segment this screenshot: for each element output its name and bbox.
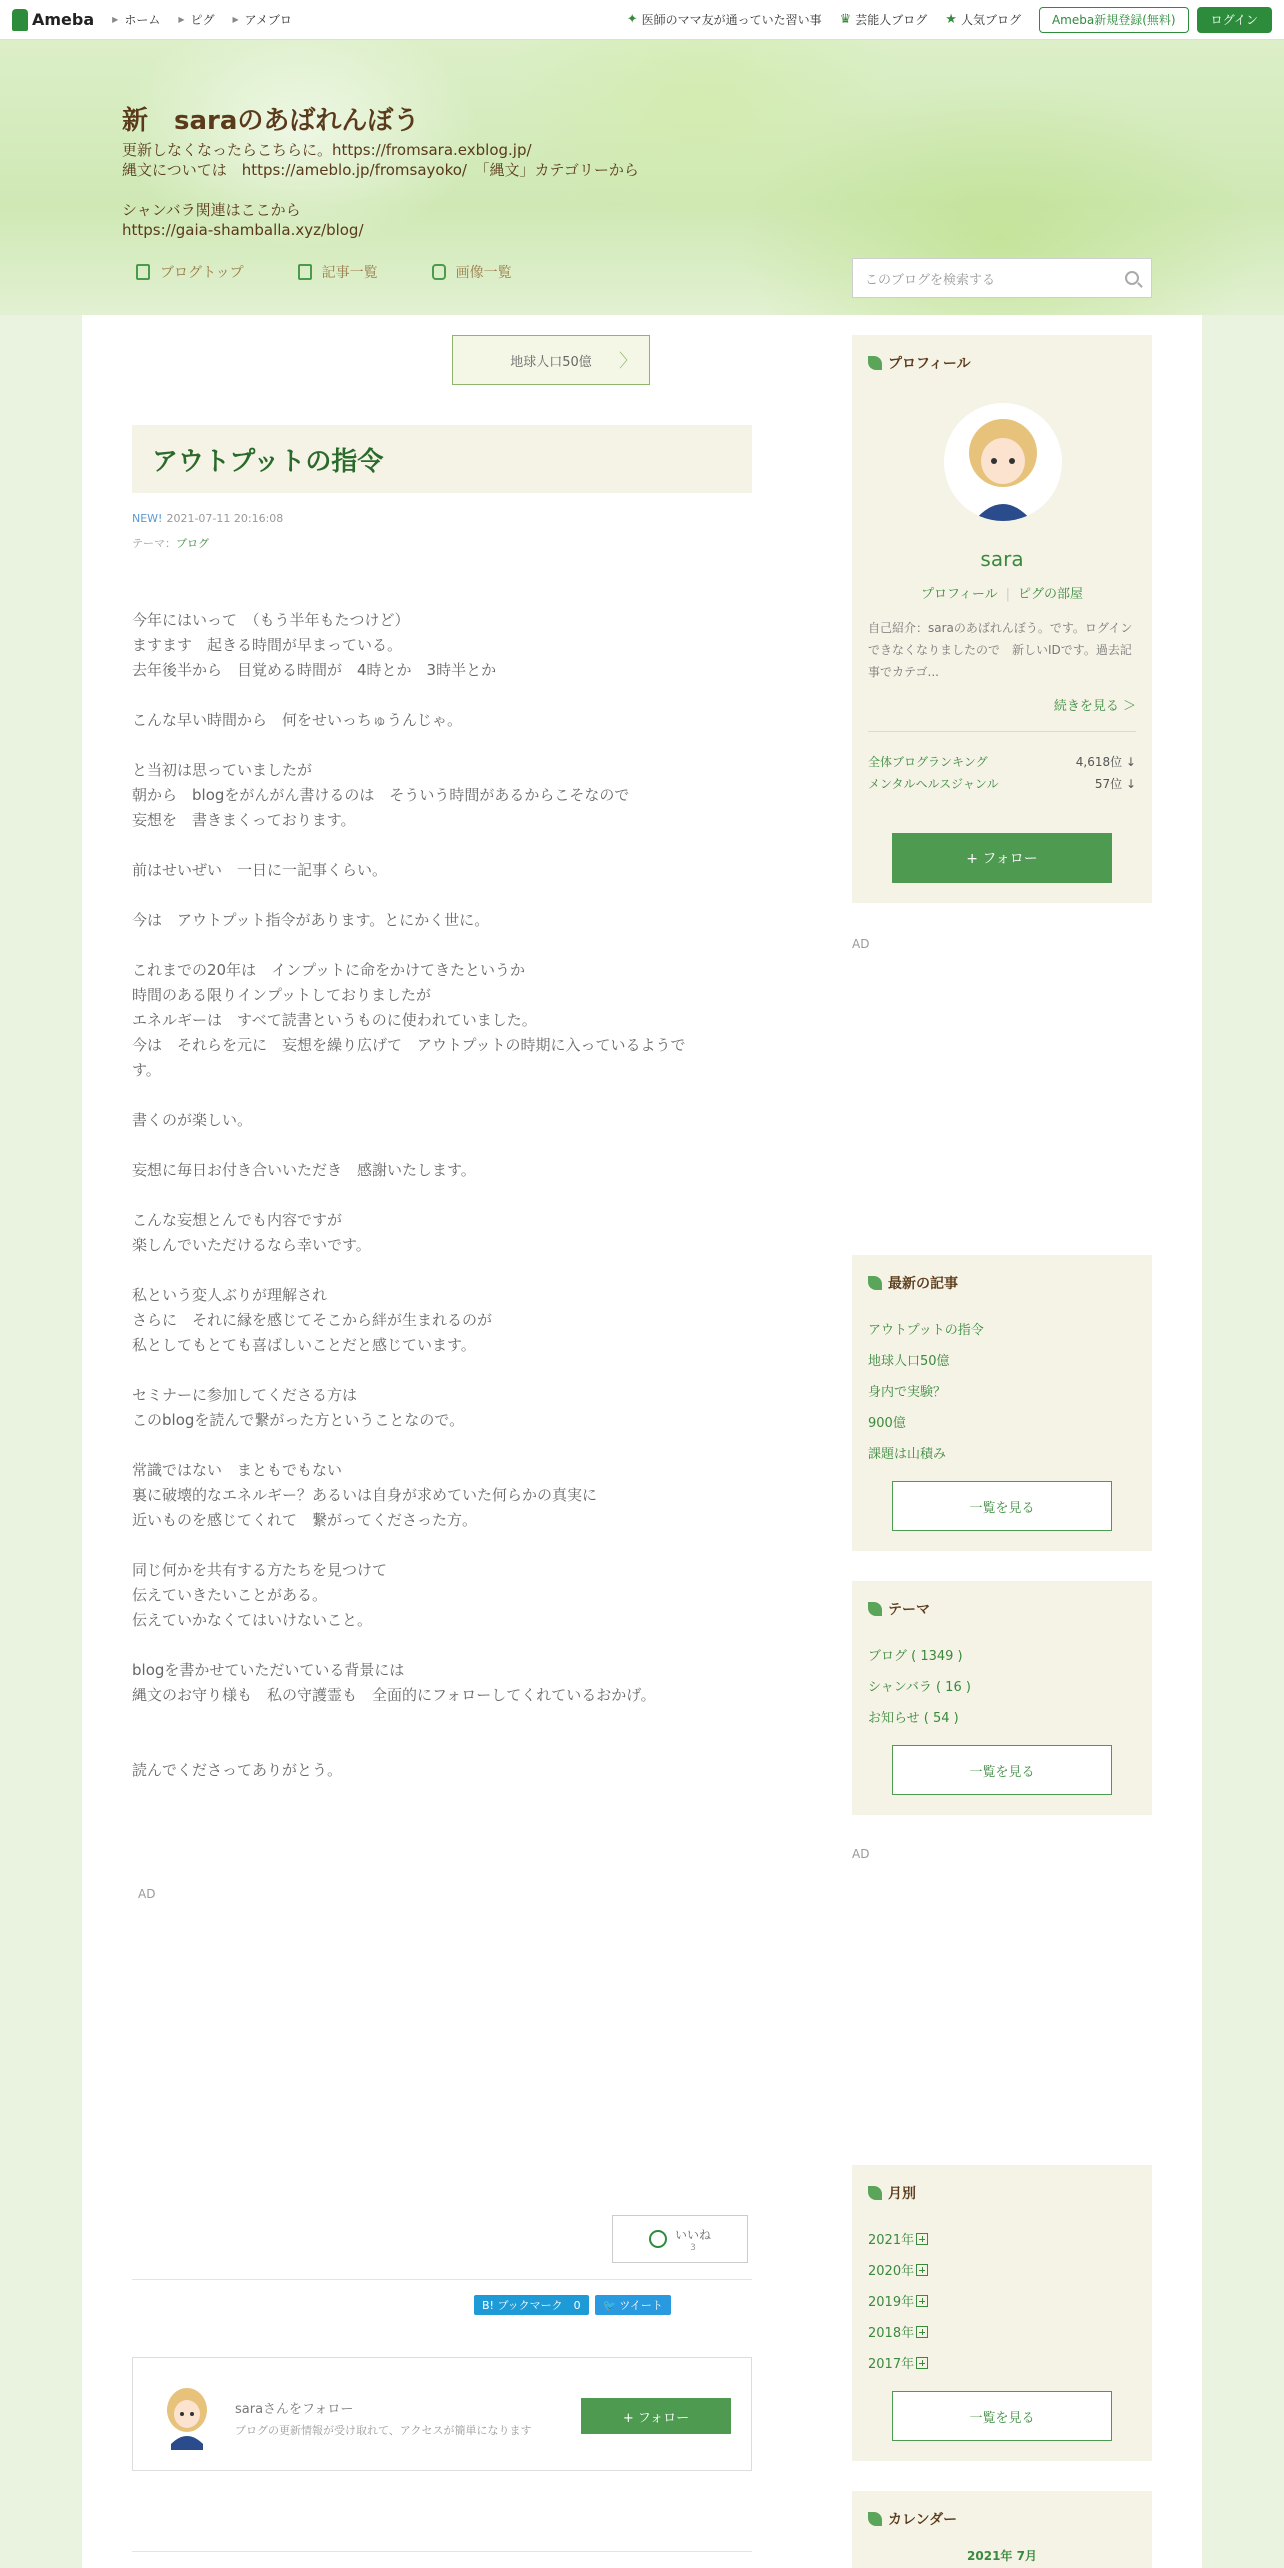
article-line: blogを書かせていただいている背景には bbox=[132, 1661, 405, 1679]
recent-entry-link[interactable]: 身内で実験？ bbox=[868, 1385, 947, 1400]
star-icon: ★ bbox=[945, 12, 957, 27]
divider bbox=[132, 2279, 752, 2280]
article-line: これまでの20年は インプットに命をかけてきたというか bbox=[132, 961, 526, 979]
article-line: 伝えていかなくてはいけないこと。 bbox=[132, 1611, 373, 1629]
article-line bbox=[132, 833, 752, 858]
archive-year-label: 2017年 bbox=[868, 2357, 915, 2372]
recent-entry-link[interactable]: アウトプットの指令 bbox=[868, 1323, 984, 1338]
article-meta bbox=[132, 512, 283, 525]
ad-label: AD bbox=[852, 1847, 870, 1861]
archive-box bbox=[852, 2165, 1152, 2461]
nav-image-list-label: 画像一覧 bbox=[455, 265, 512, 281]
article-line bbox=[132, 1083, 752, 1108]
global-header bbox=[0, 0, 1284, 40]
theme-title-label: テーマ bbox=[888, 1602, 930, 1618]
article-line: 近いものを感じてくれて 繋がってくださった方。 bbox=[132, 1511, 478, 1529]
article-line: 今は アウトプット指令があります。とにかく世に。 bbox=[132, 911, 490, 929]
hatena-bookmark-button[interactable]: B! ブックマーク 0 bbox=[474, 2295, 589, 2315]
leaf-icon bbox=[868, 1276, 882, 1290]
article-line: 妄想に毎日お付き合いいただき 感謝いたします。 bbox=[132, 1161, 476, 1179]
blog-nav bbox=[136, 262, 566, 282]
ranking-label: メンタルヘルスジャンル bbox=[868, 777, 999, 791]
calendar-title bbox=[868, 2509, 957, 2529]
article-line: 読んでくださってありがとう。 bbox=[132, 1761, 343, 1779]
like-label: いいね bbox=[674, 2227, 711, 2242]
theme-link[interactable]: シャンバラ ( 16 ) bbox=[868, 1680, 971, 1695]
theme-link[interactable]: ブログ ( 1349 ) bbox=[868, 1649, 963, 1664]
article-line: 妄想を 書きまくっております。 bbox=[132, 811, 356, 829]
nav-entry-list-label: 記事一覧 bbox=[321, 265, 378, 281]
article-line bbox=[132, 1708, 752, 1733]
nav-home[interactable] bbox=[112, 11, 160, 28]
nav-blog-top-label: ブログトップ bbox=[160, 265, 244, 281]
profile-title-label: プロフィール bbox=[888, 356, 971, 372]
ranking-genre[interactable] bbox=[868, 775, 1136, 792]
calendar-box bbox=[852, 2491, 1152, 2568]
archive-title-label: 月別 bbox=[888, 2186, 916, 2202]
ameba-logo-icon bbox=[12, 9, 28, 31]
article-line: 朝から blogをがんがん書けるのは そういう時間があるからこそなので bbox=[132, 786, 630, 804]
article-line bbox=[132, 1433, 752, 1458]
recent-entry-link[interactable]: 地球人口50億 bbox=[868, 1354, 950, 1369]
article-line bbox=[132, 1533, 752, 1558]
triangle-icon: ▶ bbox=[178, 15, 185, 24]
desc-line: 更新しなくなったらこちらに。https://fromsara.exblog.jp/ bbox=[122, 141, 532, 159]
prev-post-button[interactable] bbox=[452, 335, 650, 385]
profile-links bbox=[852, 583, 1152, 602]
copy-icon bbox=[298, 264, 312, 280]
nav-pig[interactable] bbox=[178, 11, 214, 28]
profile-name[interactable]: sara bbox=[980, 547, 1024, 571]
follow-card bbox=[132, 2357, 752, 2471]
profile-avatar[interactable] bbox=[944, 403, 1062, 521]
share-buttons bbox=[474, 2295, 671, 2315]
calendar-month: 2021年 7月 bbox=[967, 2549, 1037, 2563]
article-line: このblogを読んで繋がった方ということなので。 bbox=[132, 1411, 465, 1429]
expand-icon[interactable] bbox=[916, 2357, 928, 2369]
like-count: 3 bbox=[690, 2242, 696, 2253]
article-line: 私という変人ぶりが理解され bbox=[132, 1286, 328, 1304]
recent-list-all-button[interactable]: 一覧を見る bbox=[892, 1481, 1112, 1531]
twitter-icon: 🐦 bbox=[602, 2298, 617, 2312]
document-icon bbox=[136, 264, 150, 280]
content-area bbox=[82, 315, 1202, 2568]
article-line: 書くのが楽しい。 bbox=[132, 1111, 253, 1129]
pig-room-link[interactable]: ピグの部屋 bbox=[1018, 587, 1084, 602]
article-line: 去年後半から 目覚める時間が 4時とか 3時半とか bbox=[132, 661, 497, 679]
leaf-icon bbox=[868, 2512, 882, 2526]
nav-image-list[interactable] bbox=[432, 262, 512, 282]
ameba-logo[interactable] bbox=[12, 9, 94, 31]
prev-post-label: 地球人口50億 bbox=[510, 354, 592, 370]
article-line bbox=[132, 733, 752, 758]
article-line bbox=[132, 933, 752, 958]
profile-title bbox=[868, 353, 971, 373]
logo-text: Ameba bbox=[32, 10, 95, 29]
sparkle-icon: ✦ bbox=[626, 12, 638, 27]
login-button[interactable]: ログイン bbox=[1197, 7, 1272, 33]
article-date: 2021-07-11 20:16:08 bbox=[166, 512, 284, 525]
article-line: 時間のある限りインプットしておりましたが bbox=[132, 986, 431, 1004]
ad-label: AD bbox=[138, 1887, 156, 1901]
article-line: 伝えていきたいことがある。 bbox=[132, 1586, 328, 1604]
article-line: 裏に破壊的なエネルギー？あるいは自身が求めていた何らかの真実に bbox=[132, 1486, 598, 1504]
article-line bbox=[132, 1258, 752, 1283]
theme-title bbox=[868, 1599, 930, 1619]
sidebar-follow-button[interactable]: + フォロー bbox=[892, 833, 1112, 883]
article-line: と当初は思っていましたが bbox=[132, 761, 313, 779]
ranking-value: 57位 ↓ bbox=[1094, 777, 1136, 791]
archive-title bbox=[868, 2183, 916, 2203]
recent-entry-link[interactable]: 課題は山積み bbox=[868, 1447, 947, 1462]
ad-label: AD bbox=[852, 937, 870, 951]
article-line: 常識ではない まともでもない bbox=[132, 1461, 343, 1479]
divider bbox=[132, 2551, 752, 2552]
expand-icon[interactable] bbox=[916, 2295, 928, 2307]
archive-year[interactable] bbox=[868, 2287, 928, 2318]
follow-description: ブログの更新情報が受け取れて、アクセスが簡単になります bbox=[235, 2424, 532, 2437]
article-theme bbox=[132, 535, 209, 551]
archive-year[interactable] bbox=[868, 2318, 928, 2349]
register-button[interactable]: Ameba新規登録(無料) bbox=[1039, 7, 1189, 33]
profile-link[interactable]: プロフィール bbox=[920, 587, 998, 602]
theme-box bbox=[852, 1581, 1152, 1815]
archive-year[interactable] bbox=[868, 2256, 928, 2287]
article-line bbox=[132, 1133, 752, 1158]
celebrity-blog-link[interactable] bbox=[840, 11, 928, 28]
triangle-icon: ▶ bbox=[112, 15, 119, 24]
celebrity-blog-label: 芸能人ブログ bbox=[855, 13, 928, 27]
article-line: 今年にはいって （もう半年もたつけど） bbox=[132, 611, 410, 629]
nav-home-label: ホーム bbox=[124, 13, 161, 27]
recent-entry-link[interactable]: 900億 bbox=[868, 1416, 906, 1431]
new-badge: NEW! bbox=[132, 512, 163, 525]
theme-link[interactable]: お知らせ ( 54 ) bbox=[868, 1711, 959, 1726]
theme-link[interactable]: ブログ bbox=[176, 537, 209, 550]
article-line: 前はせいぜい 一日に一記事くらい。 bbox=[132, 861, 388, 879]
nav-ameblo-label: アメブロ bbox=[244, 13, 292, 27]
follow-button[interactable]: + フォロー bbox=[581, 2398, 731, 2434]
desc-line bbox=[122, 180, 639, 200]
archive-list-all-button[interactable]: 一覧を見る bbox=[892, 2391, 1112, 2441]
article-line bbox=[132, 1733, 752, 1758]
article-line: 楽しんでいただけるなら幸いです。 bbox=[132, 1236, 371, 1254]
article-line bbox=[132, 883, 752, 908]
article-title[interactable]: アウトプットの指令 bbox=[132, 425, 752, 493]
article-line bbox=[132, 1633, 752, 1658]
popular-blog-link[interactable] bbox=[945, 11, 1021, 28]
archive-year[interactable] bbox=[868, 2225, 928, 2256]
separator: | bbox=[1005, 587, 1011, 602]
ranking-value: 4,618位 ↓ bbox=[1075, 755, 1136, 769]
article-line: す。 bbox=[132, 1061, 161, 1079]
camera-icon bbox=[432, 264, 446, 280]
follow-name: saraさんをフォロー bbox=[235, 2402, 354, 2417]
tweet-label: ツイート bbox=[619, 2299, 663, 2312]
profile-box bbox=[852, 335, 1152, 903]
nav-ameblo[interactable] bbox=[233, 11, 292, 28]
article-line bbox=[132, 683, 752, 708]
theme-label: テーマ： bbox=[132, 537, 176, 550]
expand-icon[interactable] bbox=[916, 2233, 928, 2245]
search-icon[interactable] bbox=[1125, 271, 1139, 285]
nav-blog-top[interactable] bbox=[136, 262, 244, 282]
recent-list bbox=[868, 1315, 984, 1470]
blog-description bbox=[122, 140, 639, 240]
article-line: セミナーに参加してくださる方は bbox=[132, 1386, 358, 1404]
avatar[interactable] bbox=[157, 2382, 217, 2450]
search-placeholder: このブログを検索する bbox=[865, 272, 996, 288]
desc-line: https://gaia-shamballa.xyz/blog/ bbox=[122, 221, 364, 239]
recent-title-label: 最新の記事 bbox=[888, 1276, 958, 1292]
promo-link[interactable] bbox=[627, 11, 822, 28]
blog-search-input[interactable] bbox=[852, 258, 1152, 298]
leaf-icon bbox=[868, 356, 882, 370]
divider bbox=[868, 731, 1136, 732]
crown-icon: ♛ bbox=[839, 12, 852, 27]
blog-header bbox=[0, 40, 1284, 315]
archive-list bbox=[868, 2225, 928, 2380]
article-line bbox=[132, 1358, 752, 1383]
profile-intro: 自己紹介：saraのあばれんぼう。です。ログインできなくなりましたので 新しいIDです。過去記事でカテゴ... bbox=[868, 621, 1133, 679]
like-button[interactable] bbox=[612, 2215, 748, 2263]
ranking-overall[interactable] bbox=[868, 753, 1136, 770]
leaf-icon bbox=[868, 1602, 882, 1616]
article-line: 同じ何かを共有する方たちを見つけて bbox=[132, 1561, 388, 1579]
article-line bbox=[132, 1183, 752, 1208]
popular-blog-label: 人気ブログ bbox=[960, 13, 1021, 27]
expand-icon[interactable] bbox=[916, 2326, 928, 2338]
archive-year-label: 2021年 bbox=[868, 2233, 915, 2248]
archive-year-label: 2018年 bbox=[868, 2326, 915, 2341]
archive-year[interactable] bbox=[868, 2349, 928, 2380]
article-line: 私としてもとても喜ばしいことだと感じています。 bbox=[132, 1336, 476, 1354]
theme-list bbox=[868, 1641, 971, 1734]
article-line: さらに それに縁を感じてそこから絆が生まれるのが bbox=[132, 1311, 493, 1329]
ranking-label: 全体ブログランキング bbox=[868, 755, 988, 769]
promo-link-label: 医師のママ友が通っていた習い事 bbox=[641, 13, 822, 27]
article-line: エネルギーは すべて読書というものに使われていました。 bbox=[132, 1011, 537, 1029]
desc-line: 縄文については https://ameblo.jp/fromsayoko/ 「縄文」カテゴリーから bbox=[122, 161, 639, 179]
recent-title bbox=[868, 1273, 958, 1293]
triangle-icon: ▶ bbox=[232, 15, 239, 24]
nav-entry-list[interactable] bbox=[298, 262, 378, 282]
article-line: こんな早い時間から 何をせいっちゅうんじゃ。 bbox=[132, 711, 463, 729]
calendar-title-label: カレンダー bbox=[888, 2512, 958, 2528]
article-line: ますます 起きる時間が早まっている。 bbox=[132, 636, 403, 654]
article-line: こんな妄想とんでも内容ですが bbox=[132, 1211, 343, 1229]
theme-list-all-button[interactable]: 一覧を見る bbox=[892, 1745, 1112, 1795]
article-line: 今は それらを元に 妄想を繰り広げて アウトプットの時期に入っているようで bbox=[132, 1036, 686, 1054]
smile-icon bbox=[649, 2230, 667, 2248]
archive-year-label: 2020年 bbox=[868, 2264, 915, 2279]
tweet-button[interactable] bbox=[595, 2295, 671, 2315]
expand-icon[interactable] bbox=[916, 2264, 928, 2276]
desc-line: シャンバラ関連はここから bbox=[122, 201, 301, 219]
chevron-right-icon: 〉 bbox=[619, 351, 637, 372]
recent-entries-box bbox=[852, 1255, 1152, 1551]
blog-title[interactable]: 新 saraのあばれんぼう bbox=[122, 106, 420, 136]
article-line: 縄文のお守り様も 私の守護霊も 全面的にフォローしてくれているおかげ。 bbox=[132, 1686, 656, 1704]
nav-pig-label: ピグ bbox=[190, 13, 215, 27]
leaf-icon bbox=[868, 2186, 882, 2200]
archive-year-label: 2019年 bbox=[868, 2295, 915, 2310]
read-more-link[interactable]: 続きを見る ＞ bbox=[1053, 699, 1136, 714]
article-body bbox=[132, 608, 752, 1783]
